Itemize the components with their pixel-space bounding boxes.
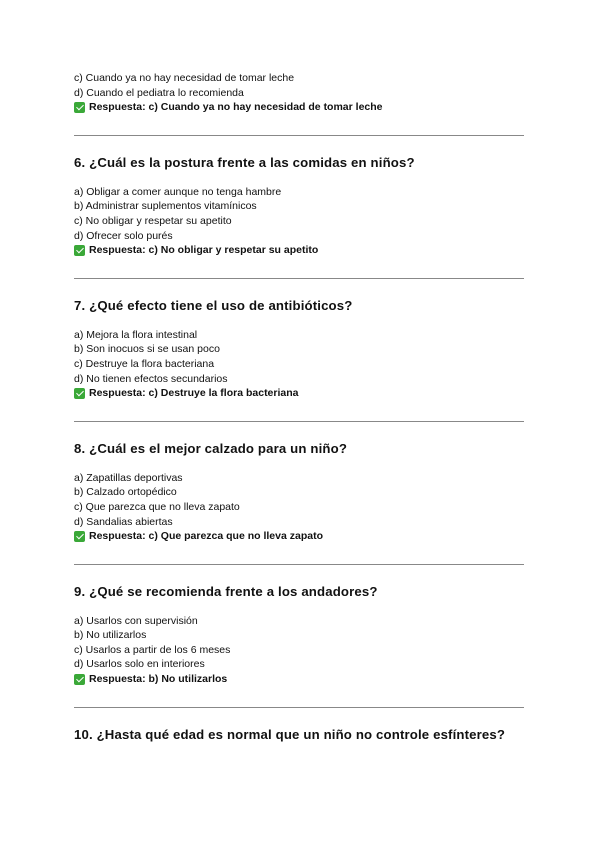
- answer-line: [74, 386, 524, 401]
- divider: [74, 564, 524, 565]
- check-mark-icon: [74, 245, 85, 256]
- answer-text: Respuesta: b) No utilizarlos: [89, 673, 228, 686]
- question-title: 10. ¿Hasta qué edad es normal que un niño no controle esfínteres?: [74, 726, 506, 742]
- option-text: d) Ofrecer solo purés: [74, 229, 173, 242]
- option-text: c) Usarlos a partir de los 6 meses: [74, 643, 231, 656]
- option-text: a) Mejora la flora intestinal: [74, 328, 198, 341]
- answer-line: [74, 672, 524, 687]
- option-text: c) Que parezca que no lleva zapato: [74, 500, 240, 513]
- option-text: d) Cuando el pediatra lo recomienda: [74, 86, 244, 99]
- answer-line: [74, 529, 524, 544]
- check-mark-icon: [74, 531, 85, 542]
- option-text: b) Son inocuos si se usan poco: [74, 343, 220, 356]
- option-text: b) Administrar suplementos vitamínicos: [74, 200, 257, 213]
- option-text: b) Calzado ortopédico: [74, 486, 177, 499]
- option-text: a) Zapatillas deportivas: [74, 471, 183, 484]
- answer-text: Respuesta: c) No obligar y respetar su apetito: [89, 244, 319, 257]
- answer-text: Respuesta: c) Destruye la flora bacteriana: [89, 387, 299, 400]
- option-text: c) Destruye la flora bacteriana: [74, 357, 215, 370]
- divider: [74, 421, 524, 422]
- option-text: c) No obligar y respetar su apetito: [74, 214, 232, 227]
- option-text: a) Usarlos con supervisión: [74, 614, 198, 627]
- option-text: c) Cuando ya no hay necesidad de tomar leche: [74, 72, 295, 84]
- option-text: d) Sandalias abiertas: [74, 515, 173, 528]
- divider: [74, 707, 524, 708]
- question-title: 7. ¿Qué efecto tiene el uso de antibióticos?: [74, 297, 353, 313]
- document-page: [74, 71, 524, 757]
- answer-text: Respuesta: c) Que parezca que no lleva zapato: [89, 530, 323, 543]
- check-mark-icon: [74, 102, 85, 113]
- check-mark-icon: [74, 388, 85, 399]
- option-text: b) No utilizarlos: [74, 629, 147, 642]
- divider: [74, 135, 524, 136]
- question-title: 6. ¿Cuál es la postura frente a las comidas en niños?: [74, 154, 415, 170]
- check-mark-icon: [74, 674, 85, 685]
- option-text: a) Obligar a comer aunque no tenga hambre: [74, 185, 282, 198]
- question-title: 8. ¿Cuál es el mejor calzado para un niño?: [74, 440, 348, 456]
- answer-line: [74, 100, 524, 115]
- answer-text: Respuesta: c) Cuando ya no hay necesidad de tomar leche: [89, 101, 383, 114]
- divider: [74, 278, 524, 279]
- option-text: d) Usarlos solo en interiores: [74, 658, 205, 671]
- answer-line: [74, 243, 524, 258]
- option-text: d) No tienen efectos secundarios: [74, 372, 228, 385]
- question-title: 9. ¿Qué se recomienda frente a los andadores?: [74, 583, 378, 599]
